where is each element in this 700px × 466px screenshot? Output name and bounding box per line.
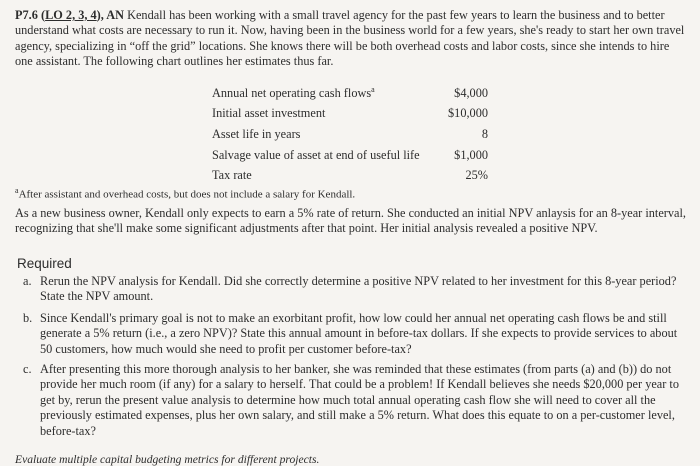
learning-objectives-link[interactable]: LO 2, 3, 4 (45, 8, 97, 22)
table-row (212, 165, 488, 186)
question-item-c (23, 362, 683, 439)
problem-tag: , AN (100, 8, 125, 22)
table-row (212, 124, 488, 145)
estimate-value: $1,000 (454, 147, 488, 162)
table-footnote (15, 186, 355, 201)
footnote-ref: a (371, 85, 375, 95)
estimate-label: Salvage value of asset at end of useful life (212, 147, 420, 162)
estimate-value: 8 (481, 126, 488, 141)
estimate-label: Asset life in years (212, 126, 301, 141)
table-row (212, 83, 488, 104)
table-row (212, 104, 488, 125)
estimate-value: 25% (465, 168, 488, 183)
item-text: After presenting this more thorough analysis to her banker, she was reminded that these estimates (from parts (a) and (b)) do not provide her much room (if any) for a salary to herself. That could be a problem! If Kendall believes she needs $20,000 per year to get by, rerun the present value analysis to determine how much total annual operating cash flow she will need to cover all the previously estimated expenses, plus her own salary, and still make a 5% return. What does this equate to on a per-customer level, before-tax? (40, 362, 679, 438)
estimates-table (212, 83, 488, 186)
item-text: Since Kendall's primary goal is not to make an exorbitant profit, how low could her annual net operating cash flows be and still generate a 5% return (i.e., a zero NPV)? State this annual amount in before-tax dollars. If she expects to provide services to about 50 customers, how much would she need to profit per customer before-tax? (40, 311, 678, 356)
required-heading: Required (17, 256, 72, 271)
lo-open: ( (40, 8, 46, 22)
estimate-label: Tax rate (212, 168, 252, 183)
estimate-label: Initial asset investment (212, 106, 326, 121)
item-text: Rerun the NPV analysis for Kendall. Did she correctly determine a positive NPV related to her investment for this 8-year period? State the NPV amount. (40, 274, 677, 304)
learning-objective-footer: Evaluate multiple capital budgeting metrics for different projects. (15, 453, 320, 466)
problem-page (15, 8, 690, 466)
footnote-mark: a (15, 186, 19, 195)
item-marker: b. (23, 311, 33, 325)
item-marker: a. (23, 274, 32, 288)
question-item-a (23, 274, 683, 305)
problem-intro (15, 8, 690, 70)
problem-code: P7.6 (15, 8, 38, 22)
footnote-text: After assistant and overhead costs, but does not include a salary for Kendall. (18, 188, 356, 201)
question-item-b (23, 311, 683, 357)
table-row (212, 145, 488, 166)
intro-text: Kendall has been working with a small travel agency for the past few years to learn the business and to better understand what costs are necessary to run it. Now, having been in the business world for a few years, she's ready to start her own travel agency, specializing in “off the grid” locations. She knows there will be both overhead costs and labor costs, since she intends to hire one assistant. The following chart outlines her estimates thus far. (15, 8, 685, 69)
lo-close: ) (96, 8, 101, 22)
context-paragraph: As a new business owner, Kendall only expects to earn a 5% rate of return. She conducted an initial NPV anlaysis for an 8-year interval, recognizing that she'll make some significant adjustments after that point. Her initial analysis revealed a positive NPV. (15, 206, 686, 236)
estimate-value: $4,000 (454, 85, 488, 100)
item-marker: c. (23, 362, 32, 376)
estimate-value: $10,000 (448, 106, 488, 121)
estimate-label: Annual net operating cash flows (212, 86, 372, 101)
